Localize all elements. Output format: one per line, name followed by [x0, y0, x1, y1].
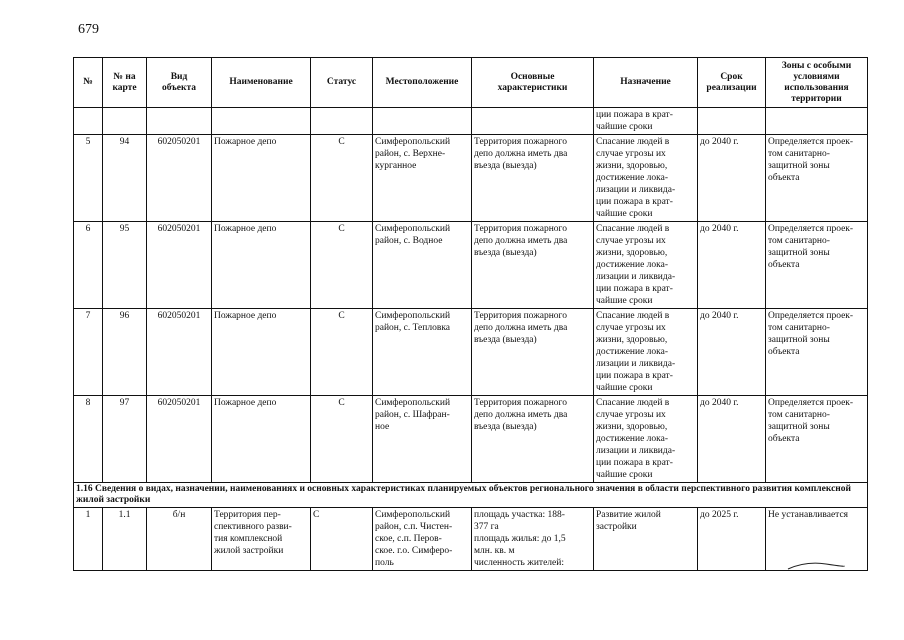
cell-location: Симферопольский район, с. Верхне- курганное	[373, 135, 472, 222]
cell-term: до 2040 г.	[698, 396, 766, 483]
cell-location: Симферопольский район, с. Водное	[373, 222, 472, 309]
cell-map-number: 96	[103, 309, 147, 396]
cell-location: Симферопольский район, с. Тепловка	[373, 309, 472, 396]
cell-zones: Определяется проек- том санитарно- защитной зоны объекта	[766, 309, 868, 396]
cell-name: Территория пер- спективного разви- тия комплексной жилой застройки	[212, 508, 311, 571]
page-number: 679	[78, 22, 99, 37]
cell-zones: Определяется проек- том санитарно- защитной зоны объекта	[766, 135, 868, 222]
cell-zones: Определяется проек- том санитарно- защитной зоны объекта	[766, 396, 868, 483]
header-term: Срок реализации	[698, 58, 766, 108]
cell-object-kind: 602050201	[147, 309, 212, 396]
header-status: Статус	[311, 58, 373, 108]
table-row	[74, 396, 868, 483]
cell-status: С	[311, 508, 373, 571]
cell-characteristics: Территория пожарного депо должна иметь два въезда (выезда)	[472, 222, 594, 309]
pen-stroke-mark	[786, 560, 846, 572]
continuation-purpose: ции пожара в крат- чайшие сроки	[594, 108, 698, 135]
cell-map-number: 1.1	[103, 508, 147, 571]
table-row	[74, 309, 868, 396]
continuation-row	[74, 108, 868, 135]
cell-map-number: 95	[103, 222, 147, 309]
cell-term: до 2040 г.	[698, 222, 766, 309]
cell-object-kind: 602050201	[147, 396, 212, 483]
cell-object-kind: 602050201	[147, 222, 212, 309]
cell-number: 1	[74, 508, 103, 571]
cell-name: Пожарное депо	[212, 396, 311, 483]
cell-name: Пожарное депо	[212, 135, 311, 222]
table-header-row	[74, 58, 868, 108]
planned-objects-table	[73, 57, 868, 571]
cell-purpose: Спасание людей в случае угрозы их жизни, здоровью, достижение лока- лизации и ликвида- ции пожара в крат- чайшие сроки	[594, 135, 698, 222]
cell-location: Симферопольский район, с. Шафран- ное	[373, 396, 472, 483]
header-characteristics: Основные характеристики	[472, 58, 594, 108]
cell-number: 5	[74, 135, 103, 222]
header-location: Местоположение	[373, 58, 472, 108]
cell-location: Симферопольский район, с.п. Чистен- ское, с.п. Перов- ское. г.о. Симферо- поль	[373, 508, 472, 571]
cell-object-kind: б/н	[147, 508, 212, 571]
cell-term: до 2040 г.	[698, 135, 766, 222]
table-row	[74, 508, 868, 571]
cell-purpose: Спасание людей в случае угрозы их жизни, здоровью, достижение лока- лизации и ликвида- ции пожара в крат- чайшие сроки	[594, 309, 698, 396]
cell-name: Пожарное депо	[212, 222, 311, 309]
cell-object-kind: 602050201	[147, 135, 212, 222]
cell-characteristics: Территория пожарного депо должна иметь два въезда (выезда)	[472, 135, 594, 222]
header-map-number: № на карте	[103, 58, 147, 108]
cell-term: до 2040 г.	[698, 309, 766, 396]
section-title: 1.16 Сведения о видах, назначении, наименованиях и основных характеристиках планируемых объектов регионального значения в области перспективного развития комплексной жилой застройки	[74, 483, 868, 508]
header-object-kind: Вид объекта	[147, 58, 212, 108]
cell-status: С	[311, 222, 373, 309]
cell-map-number: 94	[103, 135, 147, 222]
cell-status: С	[311, 135, 373, 222]
cell-characteristics: Территория пожарного депо должна иметь два въезда (выезда)	[472, 396, 594, 483]
cell-name: Пожарное депо	[212, 309, 311, 396]
cell-number: 8	[74, 396, 103, 483]
cell-number: 7	[74, 309, 103, 396]
cell-purpose: Развитие жилой застройки	[594, 508, 698, 571]
header-name: Наименование	[212, 58, 311, 108]
cell-purpose: Спасание людей в случае угрозы их жизни, здоровью, достижение лока- лизации и ликвида- ции пожара в крат- чайшие сроки	[594, 222, 698, 309]
table-row	[74, 222, 868, 309]
cell-number: 6	[74, 222, 103, 309]
cell-purpose: Спасание людей в случае угрозы их жизни, здоровью, достижение лока- лизации и ликвида- ции пожара в крат- чайшие сроки	[594, 396, 698, 483]
section-heading-row	[74, 483, 868, 508]
header-zones: Зоны с особыми условиями использования территории	[766, 58, 868, 108]
header-purpose: Назначение	[594, 58, 698, 108]
cell-zones: Не устанавливается	[766, 508, 868, 571]
cell-zones: Определяется проек- том санитарно- защитной зоны объекта	[766, 222, 868, 309]
cell-map-number: 97	[103, 396, 147, 483]
header-number: №	[74, 58, 103, 108]
cell-term: до 2025 г.	[698, 508, 766, 571]
table-row	[74, 135, 868, 222]
cell-characteristics: площадь участка: 188- 377 га площадь жилья: до 1,5 млн. кв. м численность жителей:	[472, 508, 594, 571]
cell-characteristics: Территория пожарного депо должна иметь два въезда (выезда)	[472, 309, 594, 396]
cell-status: С	[311, 396, 373, 483]
cell-status: С	[311, 309, 373, 396]
